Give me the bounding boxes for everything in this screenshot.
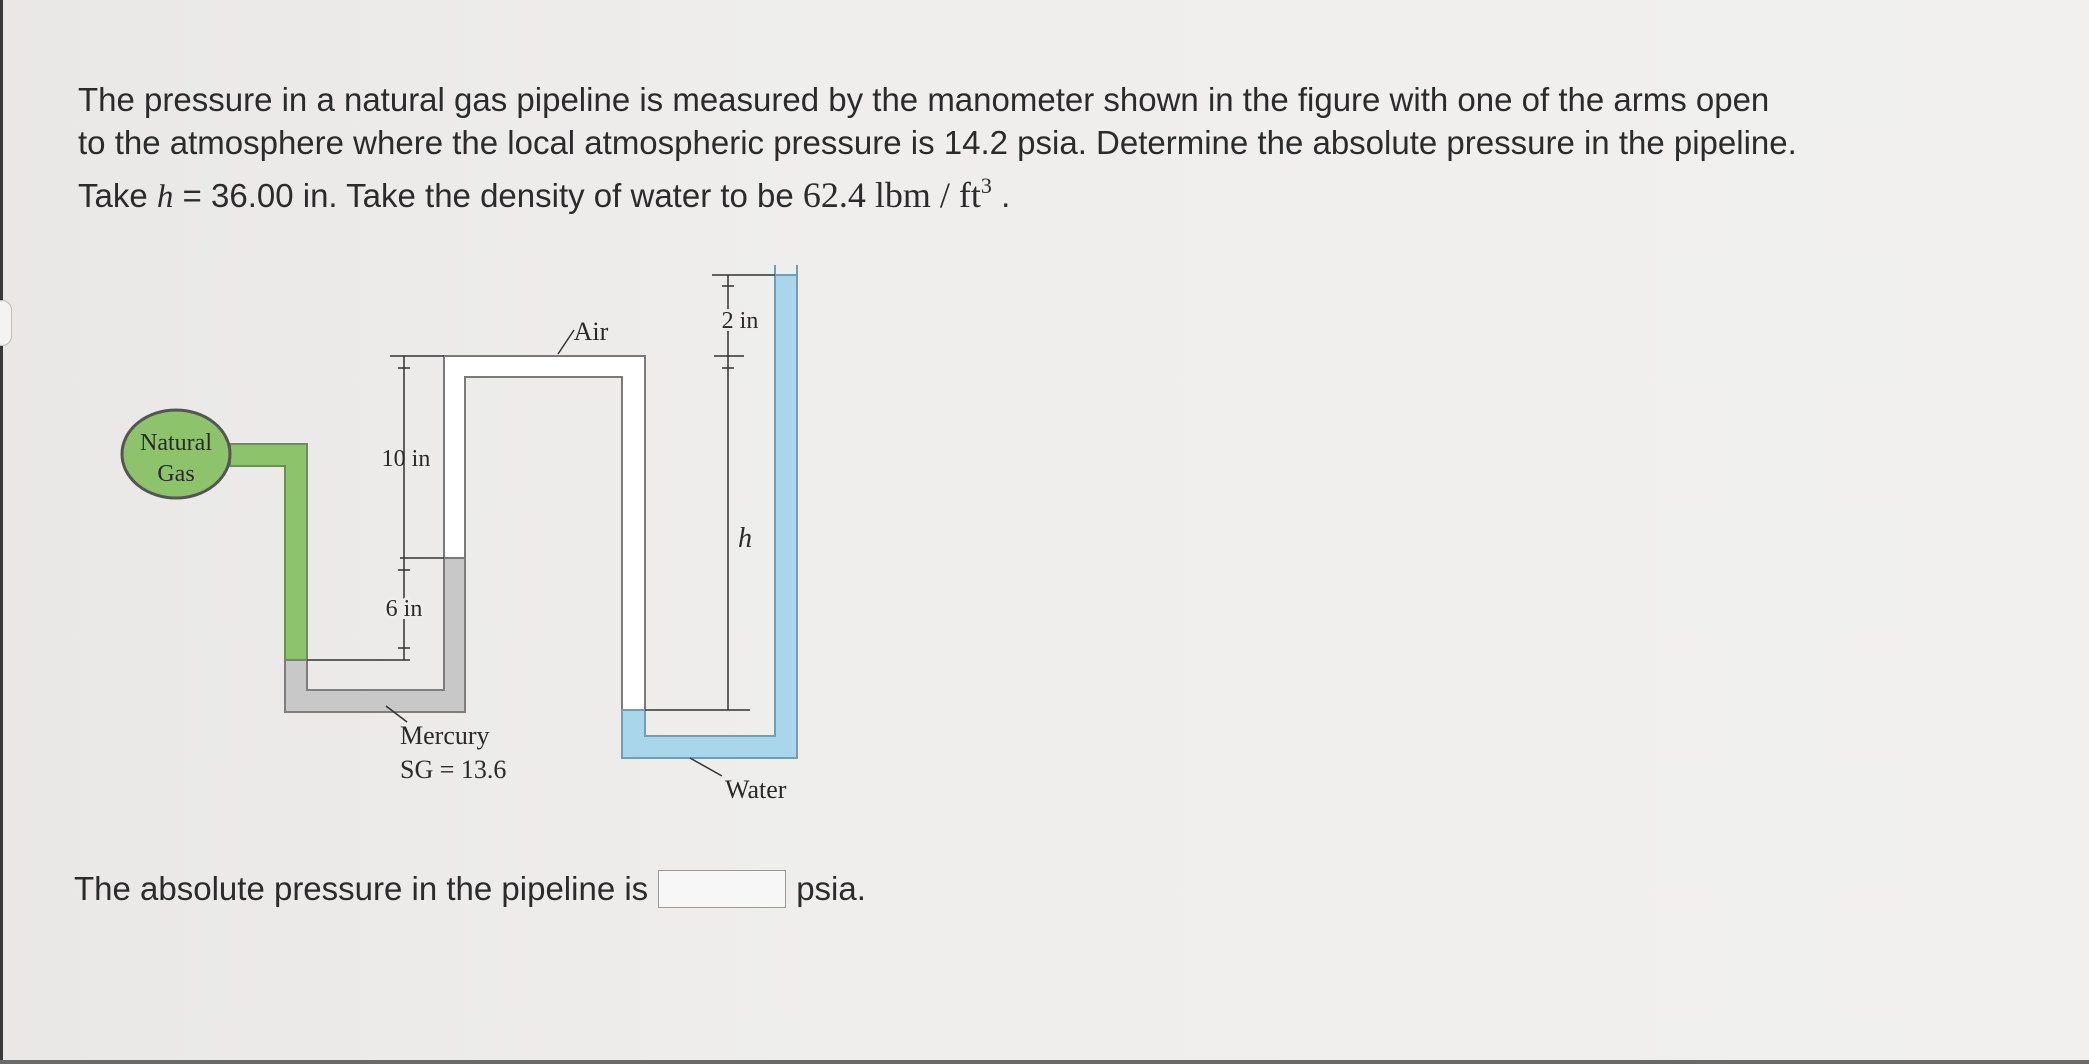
question-text xyxy=(78,78,2038,219)
window-left-edge xyxy=(0,0,3,1064)
mercury-label-2: SG = 13.6 xyxy=(400,755,507,784)
manometer-diagram xyxy=(110,260,830,820)
ten-in-label: 10 in xyxy=(381,446,431,472)
air-label: Air xyxy=(573,317,609,346)
natural-gas-pipe xyxy=(230,444,307,660)
question-line-1: The pressure in a natural gas pipeline is measured by the manometer shown in the figure with one of the arms open xyxy=(78,81,1770,118)
density-exponent: 3 xyxy=(980,173,992,198)
question-line-2: to the atmosphere where the local atmospheric pressure is 14.2 psia. Determine the absolute pressure in the pipeline. xyxy=(78,124,1797,161)
answer-unit: psia. xyxy=(796,870,866,907)
h-variable: h xyxy=(156,179,174,215)
side-collapse-tab[interactable] xyxy=(0,300,12,346)
water-column xyxy=(622,275,797,758)
question-h-value: = 36.00 in. Take the density of water to be xyxy=(173,177,803,214)
water-label: Water xyxy=(725,775,787,804)
air-tube xyxy=(444,356,645,710)
water-density-value: 62.4 lbm / ft xyxy=(802,175,981,215)
pressure-answer-input[interactable] xyxy=(658,870,786,908)
six-in-label: 6 in xyxy=(385,596,423,622)
window-bottom-edge xyxy=(0,1060,2089,1064)
manometer-figure xyxy=(110,260,830,820)
natural-gas-label-1: Natural xyxy=(140,430,212,456)
natural-gas-label-2: Gas xyxy=(157,461,195,487)
answer-row xyxy=(74,866,866,912)
two-in-label: 2 in xyxy=(721,308,759,334)
question-take-prefix: Take xyxy=(78,177,157,214)
question-period: . xyxy=(991,177,1011,214)
h-label: h xyxy=(738,523,752,554)
answer-prefix: The absolute pressure in the pipeline is xyxy=(74,870,649,907)
mercury-column xyxy=(285,558,465,712)
mercury-label-1: Mercury xyxy=(400,721,490,750)
question-line-3 xyxy=(78,164,2038,219)
